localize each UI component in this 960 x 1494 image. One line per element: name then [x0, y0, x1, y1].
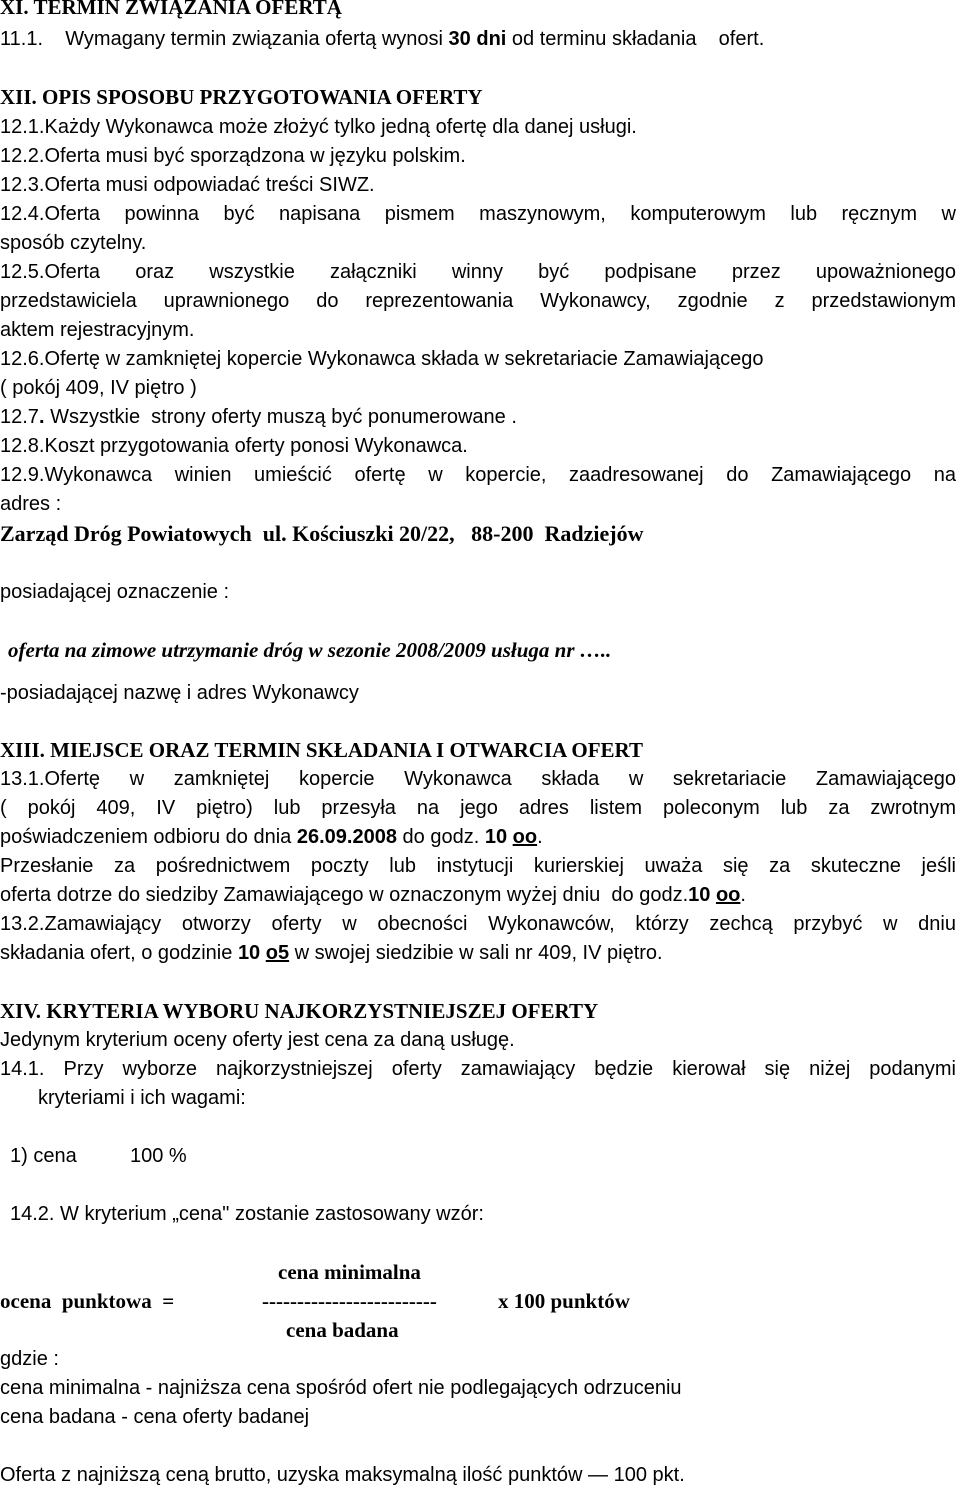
formula-lhs: ocena punktowa = [0, 1289, 175, 1313]
deadline-hour: 10 [688, 884, 711, 906]
envelope-marking-label: posiadającej oznaczenie : [0, 581, 230, 603]
envelope-offer-title: oferta na zimowe utrzymanie dróg w sezonie 2008/2009 usługa nr ….. [8, 638, 612, 662]
paragraph-13-1-line1: 13.1.Ofertę w zamkniętej kopercie Wykonawca składa w sekretariacie Zamawiającego [0, 768, 956, 790]
paragraph-text: Wymagany termin związania ofertą wynosi [65, 28, 443, 50]
address-part-1: Zarząd Dróg Powiatowych ul. [0, 521, 287, 546]
paragraph-number-dot: . [38, 406, 45, 428]
deadline-minutes: oo [715, 884, 741, 906]
criterion-price-label: 1) cena [10, 1145, 77, 1167]
paragraph-13-1-line3 [0, 824, 543, 850]
paragraph-12-3 [0, 172, 375, 198]
paragraph-number: 12.3. [0, 174, 45, 196]
paragraph-14-1-line2: kryteriami i ich wagami: [38, 1087, 246, 1109]
paragraph-text: do godz. [402, 826, 480, 848]
envelope-name-line: -posiadającej nazwę i adres Wykonawcy [0, 682, 359, 704]
paragraph-text: Każdy Wykonawca może złożyć tylko jedną ofertę dla danej usługi. [44, 116, 637, 138]
paragraph-text: poświadczeniem odbioru do dnia [0, 826, 292, 848]
binding-period: 30 dni [448, 28, 507, 50]
paragraph-text-end: od terminu składania ofert. [511, 28, 765, 50]
paragraph-11-1 [0, 26, 764, 52]
formula-denominator: cena badana [286, 1318, 399, 1342]
paragraph-14-1-line1: 14.1. Przy wyborze najkorzystniejszej oferty zamawiający będzie kierował się niżej podanymi [0, 1058, 956, 1080]
paragraph-12-1 [0, 114, 637, 140]
definition-min-price: cena minimalna - najniższa cena spośród ofert nie podlegających odrzuceniu [0, 1377, 682, 1399]
address-part-2: Kościuszki 20/22, 88-200 Radziejów [292, 521, 644, 546]
paragraph-text: Oferta musi odpowiadać treści SIWZ. [44, 174, 375, 196]
paragraph-number: 12.2. [0, 145, 45, 167]
paragraph-number: 12.7 [0, 406, 39, 428]
paragraph-13-2-line1: 13.2.Zamawiający otworzy oferty w obecności Wykonawców, którzy zechcą przybyć w dniu [0, 913, 956, 935]
paragraph-number: 11.1. [0, 28, 43, 50]
formula-multiplier: x 100 punktów [498, 1289, 630, 1313]
contracting-authority-address [0, 521, 643, 547]
paragraph-courier-line1: Przesłanie za pośrednictwem poczty lub instytucji kurierskiej uważa się za skuteczne jeśli [0, 855, 956, 877]
section-xiv-heading: XIV. KRYTERIA WYBORU NAJKORZYSTNIEJSZEJ OFERTY [0, 999, 599, 1023]
submission-minutes: oo [512, 826, 538, 848]
opening-hour: 10 [237, 942, 261, 964]
section-xiii-heading: XIII. MIEJSCE ORAZ TERMIN SKŁADANIA I OTWARCIA OFERT [0, 738, 643, 762]
paragraph-text-end: . [740, 884, 746, 906]
section-xii-heading: XII. OPIS SPOSOBU PRZYGOTOWANIA OFERTY [0, 85, 483, 109]
paragraph-text: Koszt przygotowania oferty ponosi Wykonawca. [44, 435, 468, 457]
formula-where-label: gdzie : [0, 1348, 59, 1370]
section-xi-heading: XI. TERMIN ZWIĄZANIA OFERTĄ [0, 0, 342, 19]
formula-fraction-bar: ------------------------- [262, 1289, 437, 1313]
paragraph-12-5-line3: aktem rejestracyjnym. [0, 319, 195, 341]
paragraph-text: Wszystkie strony oferty muszą być ponumerowane . [50, 406, 517, 428]
definition-tested-price: cena badana - cena oferty badanej [0, 1406, 310, 1428]
paragraph-text: oferta dotrze do siedziby Zamawiającego w oznaczonym wyżej dniu do godz. [0, 884, 689, 906]
paragraph-text-end: w swojej siedzibie w sali nr 409, IV piętro. [294, 942, 663, 964]
paragraph-number: 12.8. [0, 435, 45, 457]
criterion-price-weight: 100 % [130, 1145, 187, 1167]
paragraph-number: 12.1. [0, 116, 45, 138]
paragraph-12-5-line1: 12.5.Oferta oraz wszystkie załączniki winny być podpisane przez upoważnionego [0, 261, 956, 283]
paragraph-12-6-line2: ( pokój 409, IV piętro ) [0, 377, 197, 399]
paragraph-text: Oferta musi być sporządzona w języku polskim. [44, 145, 466, 167]
paragraph-text-end: . [537, 826, 543, 848]
formula-numerator: cena minimalna [278, 1260, 421, 1284]
opening-minutes: o5 [265, 942, 290, 964]
paragraph-12-9-line1: 12.9.Wykonawca winien umieścić ofertę w kopercie, zaadresowanej do Zamawiającego na [0, 464, 956, 486]
paragraph-text: składania ofert, o godzinie [0, 942, 233, 964]
submission-hour: 10 [484, 826, 508, 848]
paragraph-12-7 [0, 404, 517, 430]
paragraph-13-2-line2 [0, 940, 663, 966]
paragraph-12-5-line2: przedstawiciela uprawnionego do reprezentowania Wykonawcy, zgodnie z przedstawionym [0, 290, 956, 312]
final-statement: Oferta z najniższą ceną brutto, uzyska maksymalną ilość punktów — 100 pkt. [0, 1464, 685, 1486]
paragraph-12-8 [0, 433, 468, 459]
paragraph-courier-line2 [0, 882, 746, 908]
paragraph-12-6-line1: 12.6.Ofertę w zamkniętej kopercie Wykonawca składa w sekretariacie Zamawiającego [0, 348, 764, 370]
paragraph-12-9-line2: adres : [0, 493, 62, 515]
criteria-intro: Jedynym kryterium oceny oferty jest cena za daną usługę. [0, 1029, 515, 1051]
paragraph-14-2: 14.2. W kryterium „cena" zostanie zastosowany wzór: [10, 1203, 484, 1225]
submission-date: 26.09.2008 [296, 826, 397, 848]
paragraph-12-4-line1: 12.4.Oferta powinna być napisana pismem maszynowym, komputerowym lub ręcznym w [0, 203, 956, 225]
paragraph-12-2 [0, 143, 466, 169]
paragraph-13-1-line2: ( pokój 409, IV piętro) lub przesyła na jego adres listem poleconym lub za zwrotnym [0, 797, 956, 819]
paragraph-12-4-line2: sposób czytelny. [0, 232, 147, 254]
